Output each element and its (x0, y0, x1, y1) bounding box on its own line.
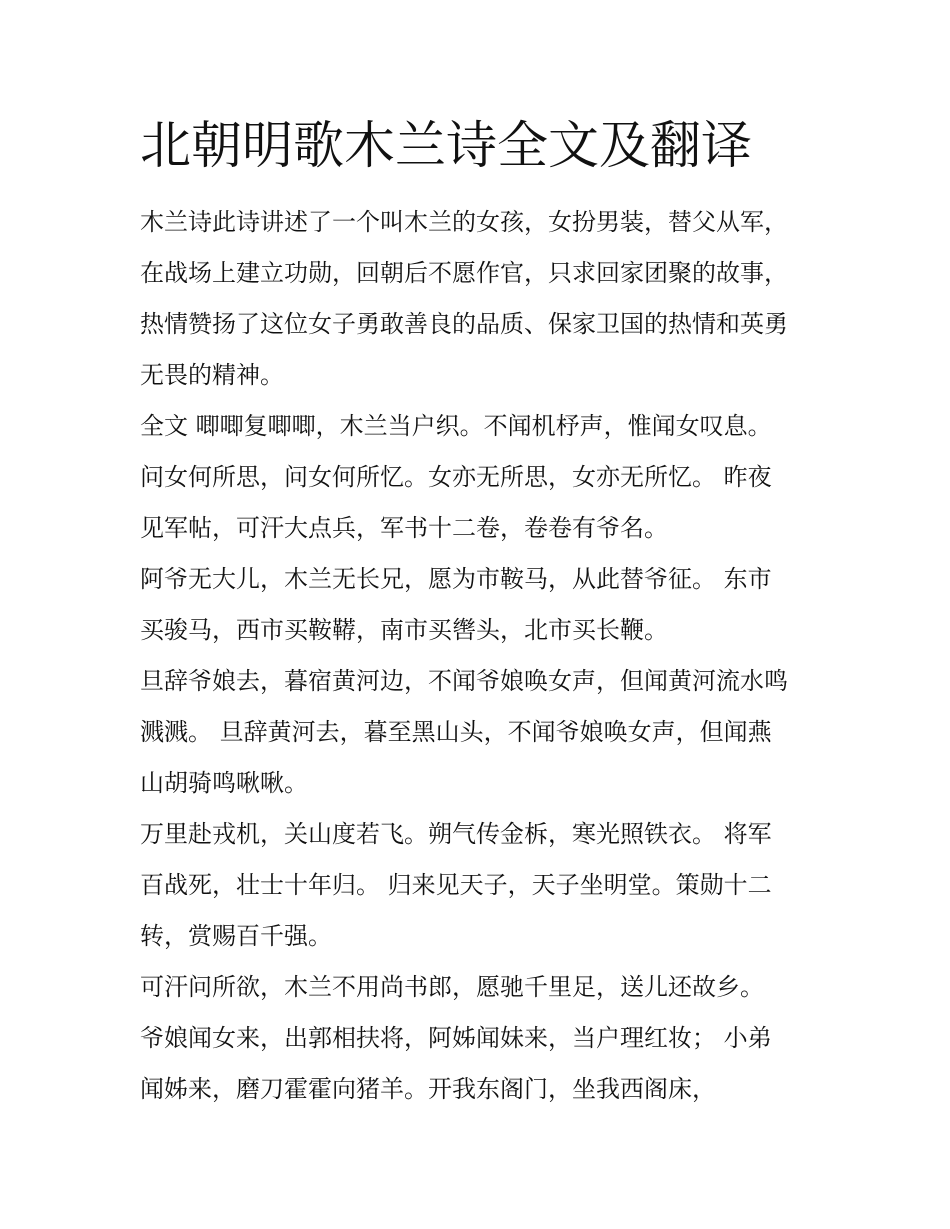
text-line: 溅溅。 旦辞黄河去，暮至黑山头，不闻爷娘唤女声，但闻燕 (140, 718, 772, 746)
text-line: 全文 唧唧复唧唧，木兰当户织。不闻机杼声，惟闻女叹息。 (140, 412, 772, 440)
text-line: 木兰诗此诗讲述了一个叫木兰的女孩，女扮男装，替父从军， (140, 208, 788, 236)
page-title: 北朝明歌木兰诗全文及翻译 (140, 117, 753, 176)
text-line: 旦辞爷娘去，暮宿黄河边，不闻爷娘唤女声，但闻黄河流水鸣 (140, 667, 788, 695)
text-line: 买骏马，西市买鞍鞯，南市买辔头，北市买长鞭。 (140, 616, 668, 644)
text-line: 闻姊来，磨刀霍霍向猪羊。开我东阁门，坐我西阁床， (140, 1075, 716, 1103)
text-line: 热情赞扬了这位女子勇敢善良的品质、保家卫国的热情和英勇 (140, 310, 788, 338)
text-line: 可汗问所欲，木兰不用尚书郎，愿驰千里足，送儿还故乡。 (140, 973, 764, 1001)
text-line: 问女何所思，问女何所忆。女亦无所思，女亦无所忆。 昨夜 (140, 463, 772, 491)
text-line: 在战场上建立功勋，回朝后不愿作官，只求回家团聚的故事， (140, 259, 788, 287)
text-line: 无畏的精神。 (140, 361, 284, 389)
text-line: 见军帖，可汗大点兵，军书十二卷，卷卷有爷名。 (140, 514, 668, 542)
text-line: 山胡骑鸣啾啾。 (140, 769, 308, 797)
text-line: 转，赏赐百千强。 (140, 922, 332, 950)
text-line: 爷娘闻女来，出郭相扶将，阿姊闻妹来，当户理红妆； 小弟 (140, 1024, 772, 1052)
text-line: 万里赴戎机，关山度若飞。朔气传金柝，寒光照铁衣。 将军 (140, 820, 772, 848)
text-line: 阿爷无大儿，木兰无长兄，愿为市鞍马，从此替爷征。 东市 (140, 565, 772, 593)
text-line: 百战死，壮士十年归。 归来见天子，天子坐明堂。策勋十二 (140, 871, 772, 899)
